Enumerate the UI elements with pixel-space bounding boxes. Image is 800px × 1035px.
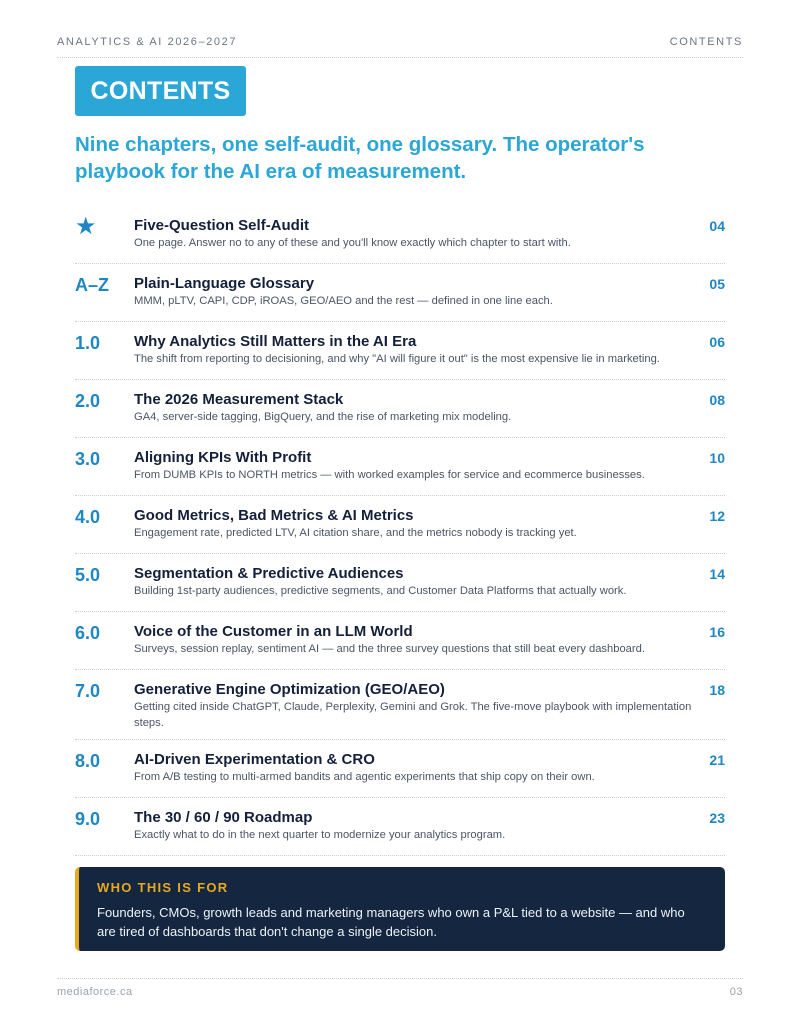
toc-entry[interactable] xyxy=(75,670,725,740)
toc-description: Surveys, session replay, sentiment AI — and the three survey questions that still beat every dashboard. xyxy=(134,643,645,655)
toc-chapter-number: 8.0 xyxy=(75,751,101,771)
toc-title: The 2026 Measurement Stack xyxy=(134,391,344,408)
toc-chapter-number: 2.0 xyxy=(75,391,101,411)
toc-entry[interactable] xyxy=(75,496,725,554)
toc-title: Plain-Language Glossary xyxy=(134,275,315,292)
toc-page-number: 08 xyxy=(709,392,725,408)
toc-description: Getting cited inside ChatGPT, Claude, Perplexity, Gemini and Grok. The five-move playbook with implementation steps. xyxy=(134,701,692,729)
running-header-left: ANALYTICS & AI 2026–2027 xyxy=(57,36,238,48)
toc-page-number: 06 xyxy=(709,334,725,350)
footer-page-number: 03 xyxy=(729,986,743,998)
star-icon: ★ xyxy=(75,213,97,240)
toc-page-number: 10 xyxy=(709,450,725,466)
toc-entry[interactable] xyxy=(75,612,725,670)
toc-description: From A/B testing to multi-armed bandits and agentic experiments that ship copy on their own. xyxy=(134,771,595,783)
contents-badge: CONTENTS xyxy=(75,66,246,116)
toc-page-number: 04 xyxy=(709,218,725,234)
toc-page-number: 21 xyxy=(709,752,725,768)
running-header-right: CONTENTS xyxy=(669,36,743,48)
running-header xyxy=(57,36,743,48)
toc-description: The shift from reporting to decisioning, and why "AI will figure it out" is the most expensive lie in marketing. xyxy=(134,353,660,365)
audience-callout xyxy=(75,867,725,951)
toc-page-number: 18 xyxy=(709,682,725,698)
toc-description: From DUMB KPIs to NORTH metrics — with worked examples for service and ecommerce businesses. xyxy=(134,469,645,481)
toc-chapter-number: 7.0 xyxy=(75,681,101,701)
callout-text: Founders, CMOs, growth leads and marketing managers who own a P&L tied to a website — and who are tired of dashboards that don't change a single decision. xyxy=(97,905,685,939)
toc-page-number: 05 xyxy=(709,276,725,292)
toc-chapter-number: 3.0 xyxy=(75,449,101,469)
toc-page-number: 12 xyxy=(709,508,725,524)
callout-label: WHO THIS IS FOR xyxy=(97,880,229,895)
toc-entry[interactable] xyxy=(75,438,725,496)
toc-description: One page. Answer no to any of these and you'll know exactly which chapter to start with. xyxy=(134,237,571,249)
toc-page-number: 23 xyxy=(709,810,725,826)
toc-description: GA4, server-side tagging, BigQuery, and the rise of marketing mix modeling. xyxy=(134,411,512,423)
intro-heading: Nine chapters, one self-audit, one glossary. The operator's playbook for the AI era of measurement. xyxy=(75,133,645,183)
toc-description: MMM, pLTV, CAPI, CDP, iROAS, GEO/AEO and the rest — defined in one line each. xyxy=(134,295,553,307)
toc-title: Why Analytics Still Matters in the AI Era xyxy=(134,333,417,350)
header-divider xyxy=(57,57,743,58)
toc-title: Segmentation & Predictive Audiences xyxy=(134,565,404,582)
toc-entry[interactable] xyxy=(75,322,725,380)
toc-page-number: 14 xyxy=(709,566,725,582)
toc-entry[interactable] xyxy=(75,798,725,856)
toc-chapter-number: 6.0 xyxy=(75,623,101,643)
toc-description: Engagement rate, predicted LTV, AI citation share, and the metrics nobody is tracking yet. xyxy=(134,527,577,539)
toc-entry[interactable] xyxy=(75,380,725,438)
footer-site[interactable]: mediaforce.ca xyxy=(57,986,133,998)
toc-entry[interactable] xyxy=(75,264,725,322)
toc-chapter-number: 5.0 xyxy=(75,565,101,585)
toc-chapter-number: 1.0 xyxy=(75,333,101,353)
table-of-contents xyxy=(75,206,725,856)
toc-title: Voice of the Customer in an LLM World xyxy=(134,623,413,640)
toc-title: The 30 / 60 / 90 Roadmap xyxy=(134,809,313,826)
toc-chapter-number: 4.0 xyxy=(75,507,101,527)
toc-description: Building 1st-party audiences, predictive segments, and Customer Data Platforms that actually work. xyxy=(134,585,627,597)
toc-page-number: 16 xyxy=(709,624,725,640)
toc-chapter-number: 9.0 xyxy=(75,809,101,829)
toc-entry[interactable] xyxy=(75,740,725,798)
toc-description: Exactly what to do in the next quarter to modernize your analytics program. xyxy=(134,829,506,841)
toc-chapter-number: A–Z xyxy=(75,275,110,295)
toc-title: Aligning KPIs With Profit xyxy=(134,449,312,466)
toc-title: AI-Driven Experimentation & CRO xyxy=(134,751,375,768)
footer-divider xyxy=(57,978,743,979)
toc-entry[interactable] xyxy=(75,554,725,612)
toc-entry[interactable] xyxy=(75,206,725,264)
toc-title: Five-Question Self-Audit xyxy=(134,217,310,234)
toc-title: Generative Engine Optimization (GEO/AEO) xyxy=(134,681,445,698)
toc-title: Good Metrics, Bad Metrics & AI Metrics xyxy=(134,507,414,524)
footer xyxy=(57,986,743,998)
